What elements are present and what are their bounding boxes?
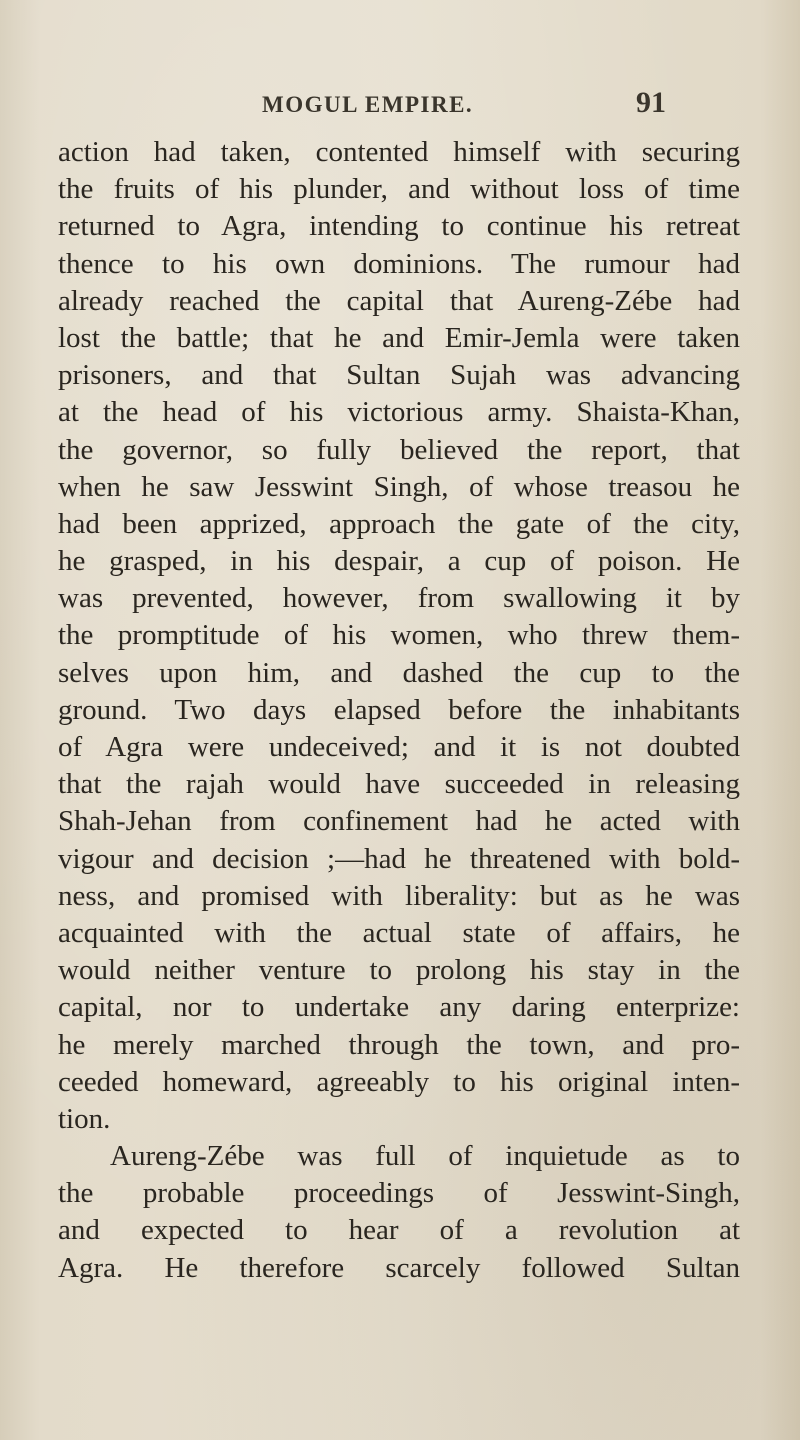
text-line: he merely marched through the town, and pro- (58, 1028, 740, 1061)
text-line: vigour and decision ;—had he threatened with bold- (58, 842, 740, 875)
text-line: the governor, so fully believed the report, that (58, 433, 740, 466)
text-line-paragraph-start: Aureng-Zébe was full of inquietude as to (110, 1140, 740, 1173)
text-line: already reached the capital that Aureng-Zébe had (58, 284, 740, 317)
text-line: thence to his own dominions. The rumour had (58, 247, 740, 280)
text-line: acquainted with the actual state of affairs, he (58, 916, 740, 949)
running-head (0, 86, 800, 132)
text-line: had been apprized, approach the gate of the city, (58, 507, 740, 540)
running-head-title: MOGUL EMPIRE. (262, 92, 474, 117)
text-line: returned to Agra, intending to continue his retreat (58, 210, 740, 243)
text-line: of Agra were undeceived; and it is not doubted (58, 731, 740, 763)
text-line: when he saw Jesswint Singh, of whose treasou he (58, 470, 740, 503)
text-line: was prevented, however, from swallowing it by (58, 582, 740, 615)
text-line: Agra. He therefore scarcely followed Sultan (58, 1251, 740, 1284)
text-line: at the head of his victorious army. Shaista-Khan, (58, 396, 740, 429)
text-line: lost the battle; that he and Emir-Jemla were taken (58, 321, 740, 354)
text-line-paragraph-end: tion. (58, 1102, 111, 1135)
text-line: the fruits of his plunder, and without loss of time (58, 173, 740, 206)
text-line: the probable proceedings of Jesswint-Singh, (58, 1177, 740, 1210)
text-line: ground. Two days elapsed before the inhabitants (58, 693, 740, 726)
text-line: ceeded homeward, agreeably to his original inten- (58, 1065, 740, 1098)
text-line: ness, and promised with liberality: but as he was (58, 879, 740, 912)
text-line: Shah-Jehan from confinement had he acted with (58, 805, 740, 838)
text-line: prisoners, and that Sultan Sujah was advancing (58, 359, 740, 392)
text-line: capital, nor to undertake any daring enterprize: (58, 991, 740, 1024)
text-line: and expected to hear of a revolution at (58, 1214, 740, 1247)
body-text (58, 134, 740, 1287)
text-line: selves upon him, and dashed the cup to the (58, 656, 740, 689)
text-line: that the rajah would have succeeded in releasing (58, 768, 740, 801)
text-line: he grasped, in his despair, a cup of poison. He (58, 545, 740, 578)
page-number: 91 (636, 86, 666, 119)
text-line: action had taken, contented himself with securing (58, 136, 740, 168)
text-line: would neither venture to prolong his stay in the (58, 954, 740, 987)
text-line: the promptitude of his women, who threw them- (58, 619, 740, 652)
